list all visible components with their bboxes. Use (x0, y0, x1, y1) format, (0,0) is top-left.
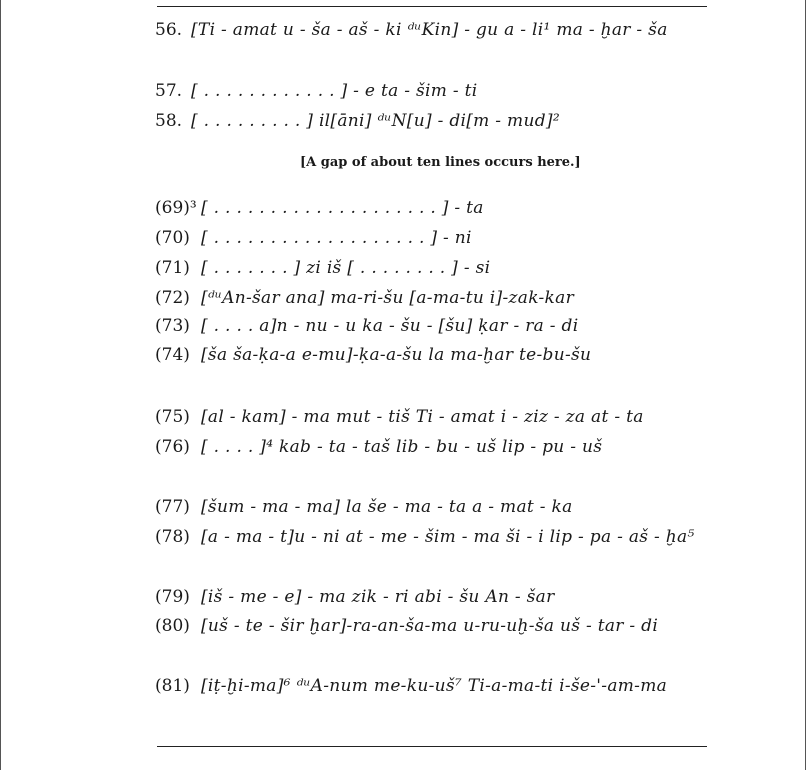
line-text: [šum - ma - ma] la še - ma - ta a - mat - ka (201, 497, 573, 517)
text-line-71 (155, 255, 715, 281)
line-text: [al - kam] - ma mut - tiš Ti - amat i - ziz - za at - ta (201, 407, 644, 427)
line-number: 56. (155, 20, 183, 40)
top-rule (157, 6, 707, 7)
line-text: [ . . . . a]n - nu - u ka - šu - [šu] ḳar - ra - di (201, 316, 579, 336)
text-line-74 (155, 342, 715, 368)
line-number: (76) (155, 437, 190, 457)
line-text: [ša ša-ḳa-a e-mu]-ḳa-a-šu la ma-ḫar te-bu-šu (201, 345, 592, 365)
text-line-75 (155, 404, 715, 430)
line-number: (80) (155, 616, 190, 636)
text-line-56 (155, 17, 715, 43)
text-line-58 (155, 108, 715, 134)
line-text: [iš - me - e] - ma zik - ri abi - šu An - šar (201, 587, 555, 607)
text-line-69 (155, 195, 715, 221)
line-number: (74) (155, 345, 190, 365)
line-text: [ . . . . . . . . . . . . . . . . . . . ] - ni (201, 228, 472, 248)
line-number: (78) (155, 527, 190, 547)
page-edge-left (0, 0, 1, 770)
line-text: [ . . . . ]⁴ kab - ta - taš lib - bu - uš lip - pu - uš (201, 437, 603, 457)
line-text: [ . . . . . . . ] zi iš [ . . . . . . . . ] - si (201, 258, 491, 278)
text-line-77 (155, 494, 715, 520)
line-number: (77) (155, 497, 190, 517)
line-text: [Ti - amat u - ša - aš - ki ᵈᵘKin] - gu a - li¹ ma - ḫar - ša (191, 20, 668, 40)
text-line-70 (155, 225, 715, 251)
text-line-80 (155, 613, 715, 639)
line-number: (73) (155, 316, 190, 336)
line-text: [ . . . . . . . . . ] il[āni] ᵈᵘN[u] - di[m - mud]² (191, 111, 560, 131)
line-number: (79) (155, 587, 190, 607)
line-number: (71) (155, 258, 190, 278)
line-number: (70) (155, 228, 190, 248)
gap-note: [A gap of about ten lines occurs here.] (300, 155, 581, 170)
text-line-72 (155, 285, 715, 311)
text-line-78 (155, 524, 715, 550)
line-number: (75) (155, 407, 190, 427)
line-number: (81) (155, 676, 190, 696)
line-text: [ . . . . . . . . . . . . ] - e ta - šim - ti (191, 81, 478, 101)
text-line-57 (155, 78, 715, 104)
line-text: [a - ma - t]u - ni at - me - šim - ma ši - i lip - pa - aš - ḫa⁵ (201, 527, 695, 547)
line-text: [ᵈᵘAn-šar ana] ma-ri-šu [a-ma-tu i]-zak-kar (201, 288, 575, 308)
text-line-81 (155, 673, 715, 699)
text-line-76 (155, 434, 715, 460)
text-line-73 (155, 313, 715, 339)
line-text: [uš - te - šir ḫar]-ra-an-ša-ma u-ru-uḫ-ša uš - tar - di (201, 616, 659, 636)
line-number: 57. (155, 81, 183, 101)
line-text: [iṭ-ḫi-ma]⁶ ᵈᵘA-num me-ku-uš⁷ Ti-a-ma-ti i-še-'-am-ma (201, 676, 668, 696)
page-edge-right (805, 0, 806, 770)
line-text: [ . . . . . . . . . . . . . . . . . . . . ] - ta (201, 198, 484, 218)
line-number: 58. (155, 111, 183, 131)
bottom-rule (157, 746, 707, 747)
line-number: (72) (155, 288, 190, 308)
line-number: (69)³ (155, 198, 197, 218)
text-line-79 (155, 584, 715, 610)
